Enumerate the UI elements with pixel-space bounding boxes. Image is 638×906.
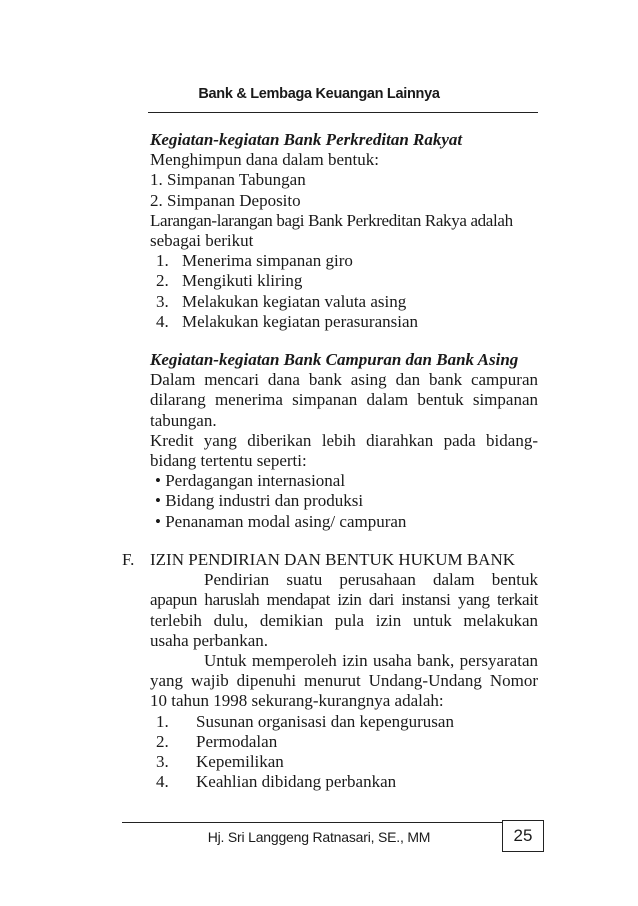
paragraph-line: tabungan. (150, 410, 217, 430)
paragraph-line: Pendirian suatu perusahaan dalam bentuk (204, 570, 538, 590)
list-number: 3. (156, 751, 169, 771)
list-number: 4. (156, 772, 169, 792)
list-text: Keahlian dibidang perbankan (196, 772, 397, 792)
page-number: 25 (502, 820, 544, 852)
list-item (150, 752, 538, 772)
list-text: Menerima simpanan giro (182, 251, 353, 271)
list-text: Melakukan kegiatan perasuransian (182, 311, 419, 331)
section-letter: F. (122, 550, 135, 569)
paragraph-line: Kredit yang diberikan lebih diarahkan pada bidang- (150, 430, 538, 450)
bpr-section (150, 130, 538, 332)
list-item (150, 271, 538, 291)
footer-rule (122, 822, 502, 823)
list-item (150, 312, 538, 332)
list-number: 1. (156, 711, 169, 731)
paragraph-line: dilarang menerima simpanan dalam bentuk simpanan (150, 390, 538, 410)
list-item (150, 772, 538, 792)
list-text: Permodalan (196, 731, 278, 751)
bpr-collect-item: 1. Simpanan Tabungan (150, 170, 306, 190)
bpr-intro: Menghimpun dana dalam bentuk: (150, 150, 379, 170)
paragraph-line: Untuk memperoleh izin usaha bank, persyaratan (204, 650, 538, 670)
bullet-item: • Bidang industri dan produksi (155, 491, 364, 511)
paragraph-line: yang wajib dipenuhi menurut Undang-Undang Nomor (150, 671, 538, 691)
list-text: Mengikuti kliring (182, 271, 303, 291)
list-item (150, 732, 538, 752)
list-number: 2. (156, 731, 169, 751)
list-item (150, 292, 538, 312)
mixed-heading: Kegiatan-kegiatan Bank Campuran dan Bank Asing (150, 350, 519, 369)
list-number: 4. (156, 311, 169, 331)
paragraph-line: bidang tertentu seperti: (150, 450, 307, 470)
list-item (150, 712, 538, 732)
bpr-prohibit-intro: Larangan-larangan bagi Bank Perkreditan Rakya adalah (150, 210, 513, 230)
paragraph-line: Dalam mencari dana bank asing dan bank campuran (150, 370, 538, 390)
paragraph-line: 10 tahun 1998 sekurang-kurangnya adalah: (150, 691, 444, 711)
paragraph-line: terlebih dulu, demikian pula izin untuk melakukan (150, 610, 538, 630)
paragraph-line: apapun haruslah mendapat izin dari instansi yang terkait (150, 590, 538, 610)
mixed-section (150, 350, 538, 532)
page-header-title: Bank & Lembaga Keuangan Lainnya (198, 86, 440, 102)
list-number: 2. (156, 271, 169, 291)
header-rule (148, 112, 538, 113)
bpr-prohibit-intro: sebagai berikut (150, 230, 254, 250)
list-text: Kepemilikan (196, 751, 284, 771)
bullet-item: • Perdagangan internasional (155, 471, 346, 491)
list-item (150, 251, 538, 271)
bpr-collect-item: 2. Simpanan Deposito (150, 190, 301, 210)
footer-author: Hj. Sri Langgeng Ratnasari, SE., MM (207, 829, 431, 845)
section-f (150, 550, 538, 792)
list-text: Melakukan kegiatan valuta asing (182, 291, 407, 311)
bpr-heading: Kegiatan-kegiatan Bank Perkreditan Rakyat (150, 130, 463, 149)
list-number: 1. (156, 251, 169, 271)
bullet-item: • Penanaman modal asing/ campuran (155, 511, 407, 531)
list-number: 3. (156, 291, 169, 311)
list-text: Susunan organisasi dan kepengurusan (196, 711, 454, 731)
paragraph-line: usaha perbankan. (150, 630, 269, 650)
section-title: IZIN PENDIRIAN DAN BENTUK HUKUM BANK (150, 550, 516, 569)
